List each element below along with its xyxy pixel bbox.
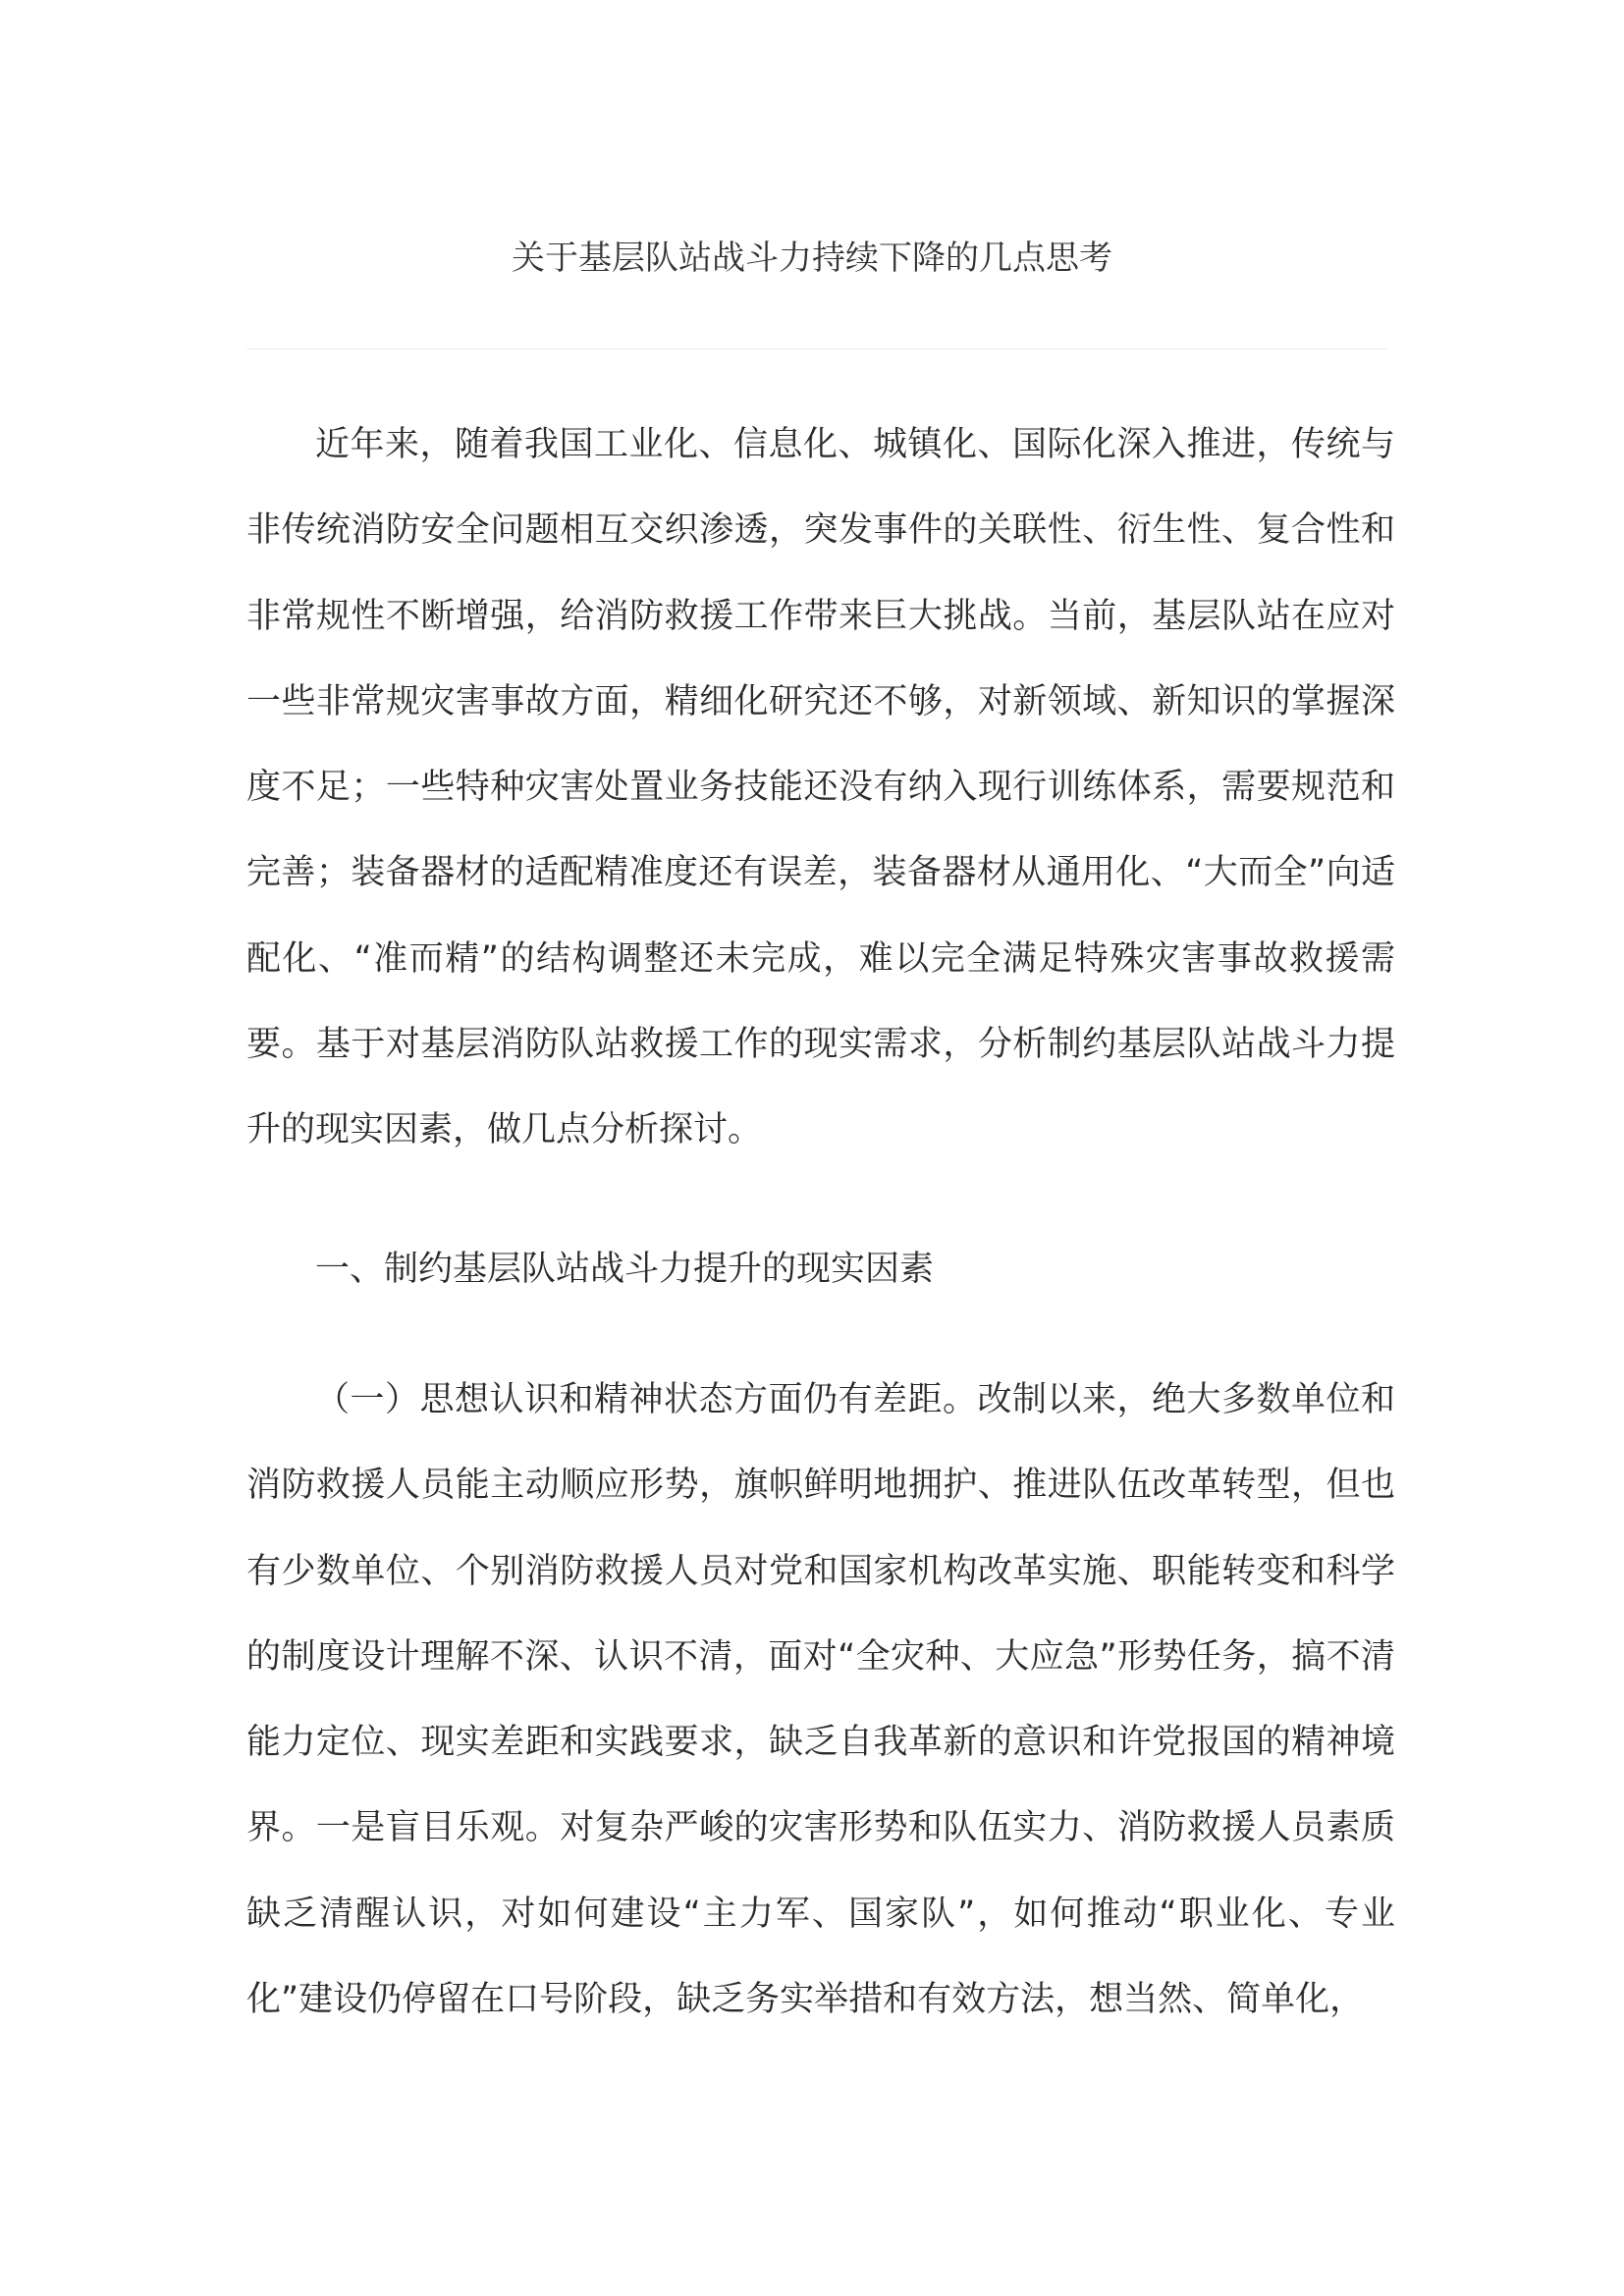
title-divider <box>246 348 1387 349</box>
intro-paragraph: 近年来，随着我国工业化、信息化、城镇化、国际化深入推进，传统与非传统消防安全问题相互交织渗透，突发事件的关联性、衍生性、复合性和非常规性不断增强，给消防救援工作带来巨大挑战。当前，基层队站在应对一些非常规灾害事故方面，精细化研究还不够，对新领域、新知识的掌握深度不足；一些特种灾害处置业务技能还没有纳入现行训练体系，需要规范和完善；装备器材的适配精准度还有误差，装备器材从通用化、“大而全”向适配化、“准而精”的结构调整还未完成，难以完全满足特殊灾害事故救援需要。基于对基层消防队站救援工作的现实需求，分析制约基层队站战斗力提升的现实因素，做几点分析探讨。 <box>246 425 1395 1150</box>
document-title: 关于基层队站战斗力持续下降的几点思考 <box>512 239 1112 278</box>
body-paragraph: （一）思想认识和精神状态方面仍有差距。改制以来，绝大多数单位和消防救援人员能主动顺应形势，旗帜鲜明地拥护、推进队伍改革转型，但也有少数单位、个别消防救援人员对党和国家机构改革实施、职能转变和科学的制度设计理解不深、认识不清，面对“全灾种、大应急”形势任务，搞不清能力定位、现实差距和实践要求，缺乏自我革新的意识和许党报国的精神境界。一是盲目乐观。对复杂严峻的灾害形势和队伍实力、消防救援人员素质缺乏清醒认识，对如何建设“主力军、国家队”，如何推动“职业化、专业化”建设仍停留在口号阶段，缺乏务实举措和有效方法，想当然、简单化， <box>246 1380 1395 2020</box>
section-heading: 一、制约基层队站战斗力提升的现实因素 <box>315 1250 935 1289</box>
